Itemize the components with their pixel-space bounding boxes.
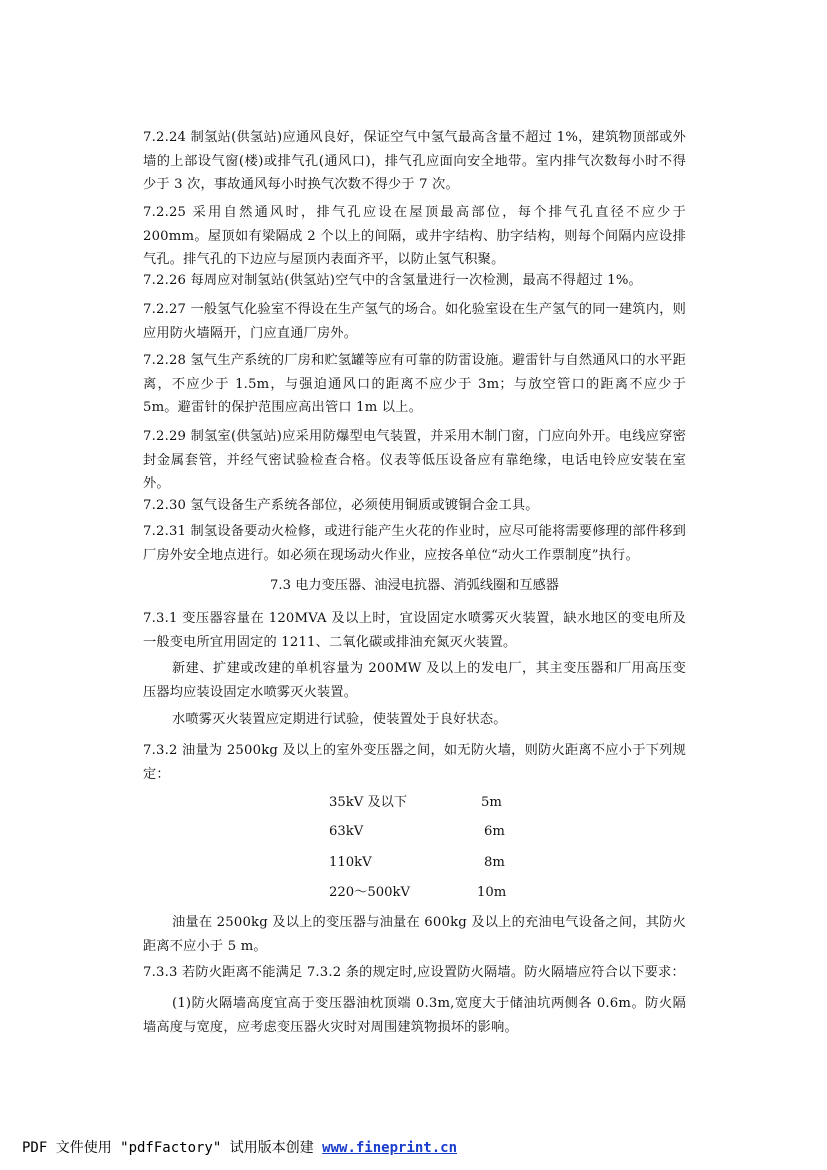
clause-7-2-24: 7.2.24 制氢站(供氢站)应通风良好，保证空气中氢气最高含量不超过 1%，建筑物顶部或外墙的上部设气窗(楼)或排气孔(通风口)，排气孔应面向安全地带。室内排气次数每小时不得少于 3 次，事故通风每小时换气次数不得少于 7 次。 [143, 130, 686, 192]
clause-7-3-1-para-3: 水喷雾灭火装置应定期进行试验，使装置处于良好状态。 [172, 712, 507, 727]
clause-7-2-25: 7.2.25 采用自然通风时，排气孔应设在屋顶最高部位，每个排气孔直径不应少于 200mm。屋顶如有梁隔成 2 个以上的间隔，或井字结构、肋字结构，则每个间隔内应设排气孔。排气孔的下边应与屋顶内表面齐平，以防止氢气积聚。 [143, 205, 686, 267]
voltage-label: 220～500kV [329, 885, 411, 900]
clause-7-3-3-item-1: (1)防火隔墙高度宜高于变压器油枕顶端 0.3m,宽度大于储油坑两侧各 0.6m。防火隔墙高度与宽度，应考虑变压器火灾时对周围建筑物损坏的影响。 [143, 996, 686, 1035]
clause-7-2-27: 7.2.27 一般氢气化验室不得设在生产氢气的场合。如化验室设在生产氢气的同一建筑内，则应用防火墙隔开，门应直通厂房外。 [143, 302, 686, 341]
clause-7-2-29: 7.2.29 制氢室(供氢站)应采用防爆型电气装置，并采用木制门窗，门应向外开。电线应穿密封金属套管，并经气密试验检查合格。仪表等低压设备应有靠绝缘，电话电铃应安装在室外。 [143, 429, 686, 491]
clause-7-3-2: 7.3.2 油量为 2500kg 及以上的室外变压器之间，如无防火墙，则防火距离不应小于下列规定： [143, 743, 686, 782]
distance-value: 5m [481, 795, 502, 810]
fineprint-link[interactable]: www.fineprint.cn [322, 1140, 458, 1156]
clause-7-3-2-para-2: 油量在 2500kg 及以上的变压器与油量在 600kg 及以上的充油电气设备之间，其防火距离不应小于 5 m。 [143, 915, 686, 954]
distance-value: 8m [484, 855, 505, 870]
clause-7-3-1-para-2: 新建、扩建或改建的单机容量为 200MW 及以上的发电厂，其主变压器和厂用高压变压器均应装设固定水喷雾灭火装置。 [143, 661, 686, 700]
clause-7-2-31: 7.2.31 制氢设备要动火检修，或进行能产生火花的作业时，应尽可能将需要修理的部件移到厂房外安全地点进行。如必须在现场动火作业，应按各单位“动火工作票制度”执行。 [143, 524, 686, 563]
distance-value: 10m [477, 885, 507, 900]
clause-7-3-3: 7.3.3 若防火距离不能满足 7.3.2 条的规定时,应设置防火隔墙。防火隔墙应符合以下要求： [143, 965, 685, 980]
distance-value: 6m [484, 824, 505, 839]
clause-7-2-26: 7.2.26 每周应对制氢站(供氢站)空气中的含氢量进行一次检测，最高不得超过 1%。 [143, 273, 642, 288]
voltage-label: 35kV 及以下 [329, 795, 408, 810]
clause-7-2-30: 7.2.30 氢气设备生产系统各部位，必须使用铜质或镀铜合金工具。 [143, 498, 539, 513]
footer-text: PDF 文件使用 "pdfFactory" 试用版本创建 [22, 1140, 323, 1156]
voltage-label: 63kV [329, 824, 364, 839]
clause-7-3-1: 7.3.1 变压器容量在 120MVA 及以上时，宜设固定水喷雾灭火装置，缺水地区的变电所及一般变电所宜用固定的 1211、二氧化碳或排油充氮灭火装置。 [143, 611, 686, 650]
pdf-footer [22, 1137, 457, 1157]
voltage-label: 110kV [329, 855, 372, 870]
section-heading-7-3: 7.3 电力变压器、油浸电抗器、消弧线圈和互感器 [270, 578, 559, 593]
clause-7-2-28: 7.2.28 氢气生产系统的厂房和贮氢罐等应有可靠的防雷设施。避雷针与自然通风口的水平距离，不应少于 1.5m，与强迫通风口的距离不应少于 3m；与放空管口的距离不应少于 5m。避雷针的保护范围应高出管口 1m 以上。 [143, 353, 686, 415]
